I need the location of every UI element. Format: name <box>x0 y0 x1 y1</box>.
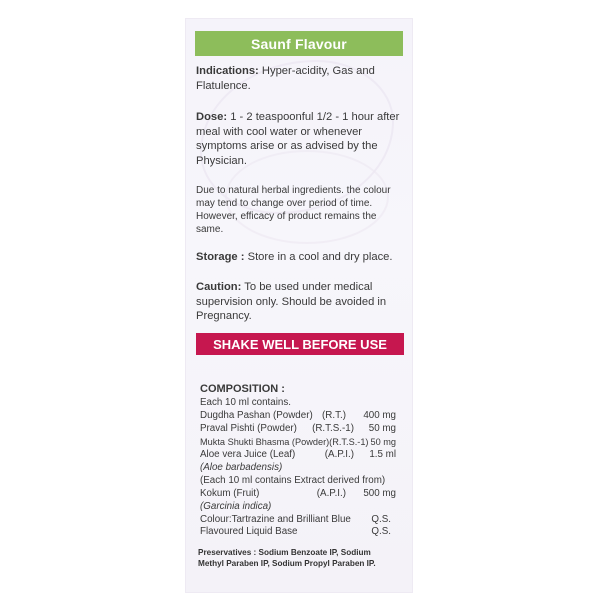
caution-label: Caution: <box>196 281 242 293</box>
ingredient-amount: 400 mg <box>363 410 396 421</box>
dose-label: Dose: <box>196 111 228 123</box>
kokum-code: (A.P.I.) <box>316 488 346 499</box>
base-name: Flavoured Liquid Base <box>200 526 298 537</box>
caution-text: To be used under medical supervision only. Should be avoided in Pregnancy. <box>196 281 387 322</box>
aloe-latin-name: (Aloe barbadensis) <box>200 462 283 473</box>
storage-block <box>196 250 406 265</box>
ingredient-amount: 50 mg <box>368 423 396 434</box>
flavour-banner: Saunf Flavour <box>195 31 403 56</box>
composition-intro-text: Each 10 ml contains. <box>200 397 291 408</box>
storage-label: Storage : <box>196 251 245 263</box>
ingredient-code: (R.T.S.-1) <box>312 423 354 434</box>
caution-block <box>196 280 406 324</box>
indications-label: Indications: <box>196 65 259 77</box>
kokum-name: Kokum (Fruit) <box>200 488 260 499</box>
indications-text: Hyper-acidity, Gas and Flatulence. <box>196 65 375 92</box>
kokum-amount: 500 mg <box>363 488 396 499</box>
ingredient-code: (A.P.I.) <box>324 449 354 460</box>
dose-block <box>196 110 406 168</box>
ingredient-amount: 1.5 ml <box>369 449 396 460</box>
composition-title: COMPOSITION : <box>200 383 285 395</box>
ingredient-name: Mukta Shukti Bhasma (Powder)(R.T.S.-1) <box>200 437 369 447</box>
ingredient-code: (R.T.) <box>322 410 346 421</box>
indications-block <box>196 64 406 93</box>
ingredient-name: Aloe vera Juice (Leaf) <box>200 449 296 460</box>
base-amount: Q.S. <box>371 526 391 537</box>
ingredient-name: Praval Pishti (Powder) <box>200 423 297 434</box>
ingredient-amount: 50 mg <box>370 437 396 447</box>
colour-name: Colour:Tartrazine and Brilliant Blue <box>200 514 351 525</box>
colour-amount: Q.S. <box>371 514 391 525</box>
storage-text: Store in a cool and dry place. <box>247 251 393 263</box>
garcinia-latin-name: (Garcinia indica) <box>200 501 272 512</box>
shake-well-banner: SHAKE WELL BEFORE USE <box>196 333 404 355</box>
extract-note: (Each 10 ml contains Extract derived from) <box>200 475 386 486</box>
dose-text: 1 - 2 teaspoonful 1/2 - 1 hour after meal with cool water or whenever symptoms arise or as advised by the Physician. <box>196 111 400 167</box>
preservatives-text: Preservatives : Sodium Benzoate IP, Sodium Methyl Paraben IP, Sodium Propyl Paraben IP. <box>198 548 376 568</box>
herbal-note: Due to natural herbal ingredients. the colour may tend to change over period of time. However, efficacy of product remains the same. <box>196 185 391 235</box>
ingredient-name: Dugdha Pashan (Powder) <box>200 410 313 421</box>
